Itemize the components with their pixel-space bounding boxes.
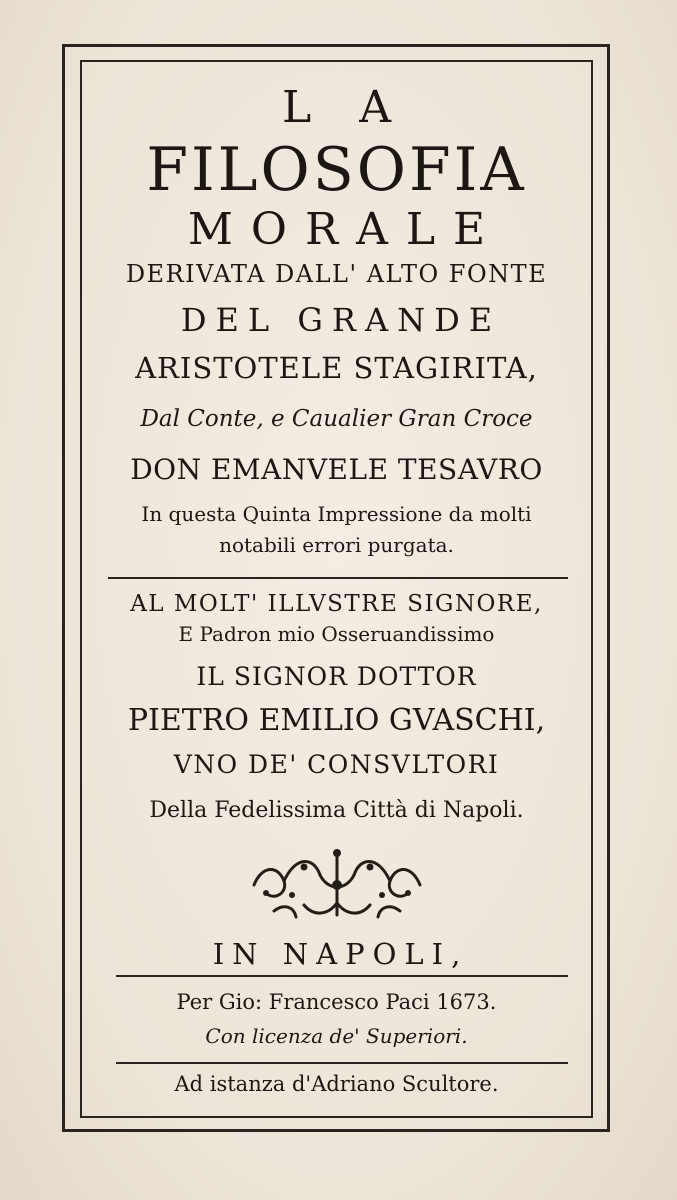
imprint-commission: Ad istanza d'Adriano Scultore. (174, 1072, 499, 1096)
dedication-salutation: AL MOLT' ILLVSTRE SIGNORE, (130, 591, 543, 617)
author-title: Dal Conte, e Caualier Gran Croce (140, 406, 533, 432)
subtitle-aristotele: ARISTOTELE STAGIRITA, (135, 351, 538, 385)
title-main: FILOSOFIA (146, 135, 527, 205)
subtitle-del-grande: DEL GRANDE (180, 301, 502, 339)
dedicatee-name: PIETRO EMILIO GVASCHI, (127, 703, 546, 738)
imprint-license: Con licenza de' Superiori. (205, 1024, 468, 1048)
author-name: DON EMANVELE TESAVRO (130, 453, 543, 486)
title-article: LA (282, 82, 439, 133)
imprint-printer: Per Gio: Francesco Paci 1673. (176, 990, 497, 1014)
dedication-padron: E Padron mio Osseruandissimo (178, 622, 495, 646)
dedication-title: IL SIGNOR DOTTOR (196, 662, 477, 691)
title-morale: MORALE (187, 204, 504, 255)
imprint-place: IN NAPOLI, (212, 937, 469, 971)
edition-note-cont: notabili errori purgata. (219, 533, 454, 557)
imprint-rule-bottom (116, 1062, 568, 1064)
floral-ornament-icon (244, 845, 430, 923)
divider-rule (108, 577, 568, 579)
imprint-rule-top (116, 975, 568, 977)
subtitle-derivata: DERIVATA DALL' ALTO FONTE (125, 260, 548, 288)
dedicatee-city: Della Fedelissima Città di Napoli. (149, 798, 524, 823)
dedicatee-role: VNO DE' CONSVLTORI (173, 750, 500, 779)
edition-note: In questa Quinta Impressione da molti (141, 502, 532, 526)
